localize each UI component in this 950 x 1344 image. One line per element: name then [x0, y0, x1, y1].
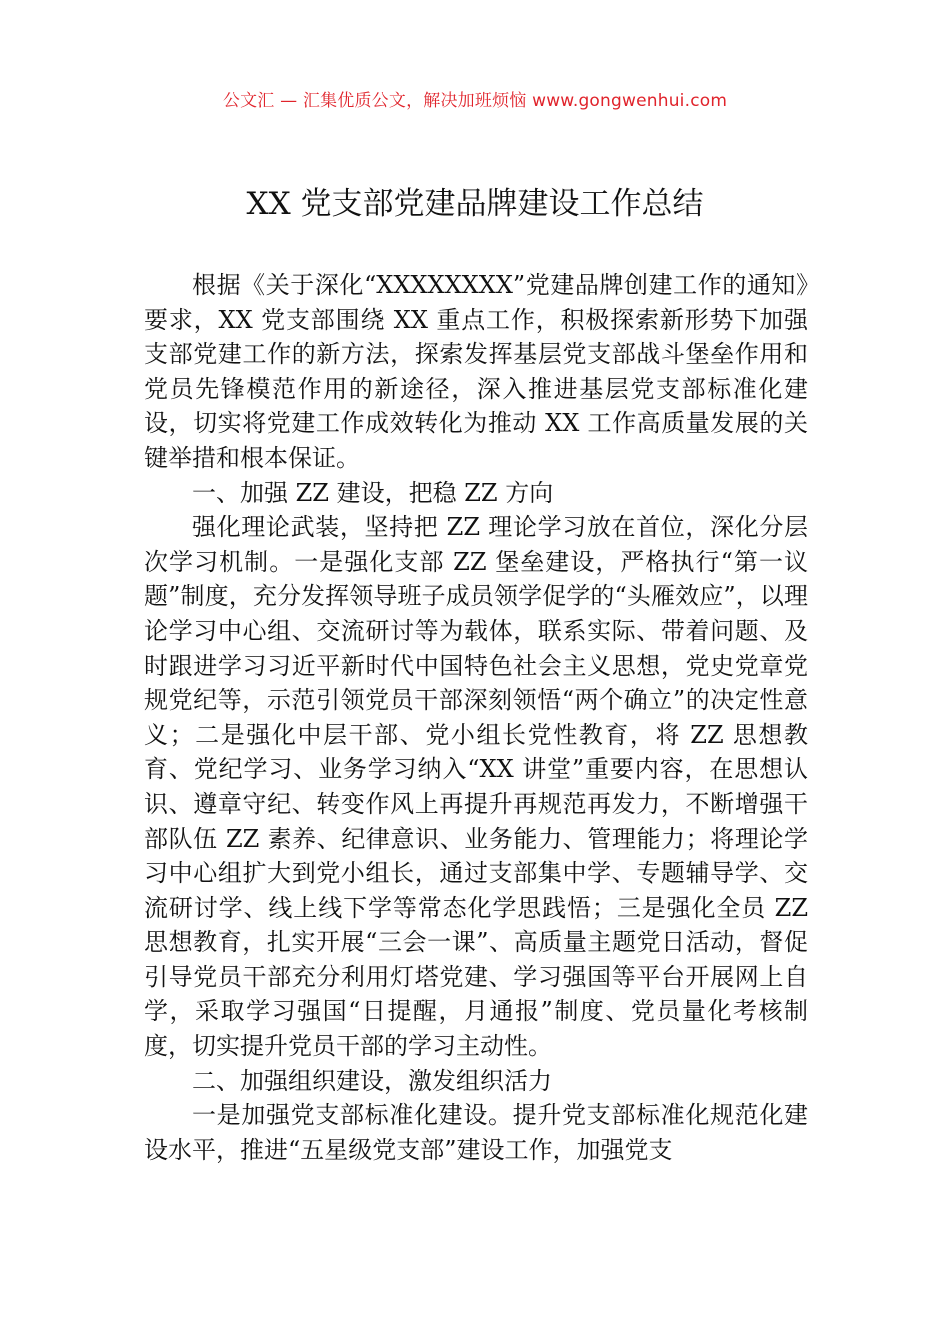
document-title: XX 党支部党建品牌建设工作总结	[246, 186, 704, 222]
paragraph-section-2: 一是加强党支部标准化建设。提升党支部标准化规范化建设水平，推进“五星级党支部”建设工作，加强党支	[144, 1101, 808, 1164]
section-heading-1: 一、加强 ZZ 建设，把稳 ZZ 方向	[192, 478, 554, 507]
paragraph-intro: 根据《关于深化“XXXXXXXX”党建品牌创建工作的通知》要求，XX 党支部围绕 XX 重点工作，积极探索新形势下加强支部党建工作的新方法，探索发挥基层党支部战斗堡垒作用和党员先锋模范作用的新途径，深入推进基层党支部标准化建设，切实将党建工作成效转化为推动 XX 工作高质量发展的关键举措和根本保证。	[144, 271, 808, 472]
section-heading-2: 二、加强组织建设，激发组织活力	[192, 1066, 552, 1095]
paragraph-section-1: 强化理论武装，坚持把 ZZ 理论学习放在首位，深化分层次学习机制。一是强化支部 ZZ 堡垒建设，严格执行“第一议题”制度，充分发挥领导班子成员领学促学的“头雁效应”，以理论学习中心组、交流研讨等为载体，联系实际、带着问题、及时跟进学习习近平新时代中国特色社会主义思想，党史党章党规党纪等，示范引领党员干部深刻领悟“两个确立”的决定性意义；二是强化中层干部、党小组长党性教育，将 ZZ 思想教育、党纪学习、业务学习纳入“XX 讲堂”重要内容，在思想认识、遵章守纪、转变作风上再提升再规范再发力，不断增强干部队伍 ZZ 素养、纪律意识、业务能力、管理能力；将理论学习中心组扩大到党小组长，通过支部集中学、专题辅导学、交流研讨学、线上线下学等常态化学思践悟；三是强化全员 ZZ 思想教育，扎实开展“三会一课”、高质量主题党日活动，督促引导党员干部充分利用灯塔党建、学习强国等平台开展网上自学，采取学习强国“日提醒，月通报”制度、党员量化考核制度，切实提升党员干部的学习主动性。	[144, 513, 808, 1061]
site-banner: 公文汇 — 汇集优质公文，解决加班烦恼 www.gongwenhui.com	[222, 91, 728, 111]
document-body	[144, 268, 808, 1167]
